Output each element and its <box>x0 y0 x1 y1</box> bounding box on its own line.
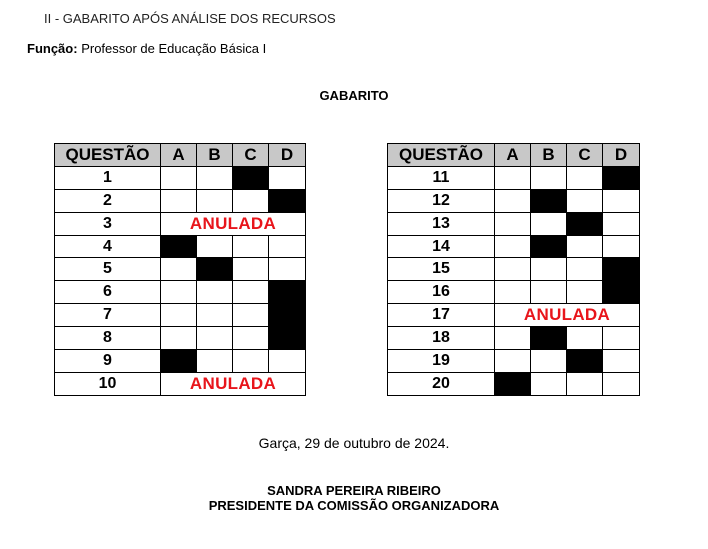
question-number: 20 <box>388 372 495 395</box>
question-number: 8 <box>55 327 161 350</box>
answer-cell-empty <box>567 258 603 281</box>
answer-cell-filled <box>531 327 567 350</box>
answer-cell-filled <box>567 350 603 373</box>
question-number: 15 <box>388 258 495 281</box>
answer-cell-empty <box>269 350 306 373</box>
answer-cell-empty <box>197 281 233 304</box>
signer-role: PRESIDENTE DA COMISSÃO ORGANIZADORA <box>208 498 500 513</box>
answer-cell-filled <box>269 281 306 304</box>
gabarito-title: GABARITO <box>319 88 389 103</box>
table-row <box>55 212 306 235</box>
table-row <box>55 281 306 304</box>
answer-cell-empty <box>531 281 567 304</box>
question-number: 4 <box>55 235 161 258</box>
column-header-questao: QUESTÃO <box>388 144 495 167</box>
role-line <box>27 41 266 56</box>
answer-cell-empty <box>567 166 603 189</box>
question-number: 7 <box>55 304 161 327</box>
column-header-b: B <box>197 144 233 167</box>
answer-cell-empty <box>567 372 603 395</box>
answer-cell-empty <box>603 189 640 212</box>
question-number: 6 <box>55 281 161 304</box>
question-number: 1 <box>55 166 161 189</box>
answer-cell-filled <box>197 258 233 281</box>
answer-cell-empty <box>233 258 269 281</box>
answer-cell-empty <box>269 166 306 189</box>
answer-cell-filled <box>567 212 603 235</box>
table-row <box>55 304 306 327</box>
question-number: 5 <box>55 258 161 281</box>
question-number: 11 <box>388 166 495 189</box>
signer-name: SANDRA PEREIRA RIBEIRO <box>267 483 441 498</box>
role-value: Professor de Educação Básica I <box>81 41 267 56</box>
answer-cell-filled <box>269 327 306 350</box>
table-row <box>388 235 640 258</box>
answer-cell-empty <box>233 189 269 212</box>
table-header-row <box>388 144 640 167</box>
answer-cell-empty <box>233 235 269 258</box>
answer-cell-filled <box>161 235 197 258</box>
question-number: 18 <box>388 327 495 350</box>
question-number: 16 <box>388 281 495 304</box>
table-row <box>388 372 640 395</box>
table-row <box>55 372 306 395</box>
answer-cell-empty <box>495 327 531 350</box>
place-date: Garça, 29 de outubro de 2024. <box>258 435 450 451</box>
answer-cell-empty <box>531 350 567 373</box>
table-row <box>388 189 640 212</box>
answer-cell-empty <box>531 372 567 395</box>
role-label: Função: <box>27 41 78 56</box>
answer-cell-empty <box>603 212 640 235</box>
table-row <box>55 258 306 281</box>
answer-key-table-right <box>387 143 640 396</box>
question-number: 12 <box>388 189 495 212</box>
table-row <box>388 350 640 373</box>
table-row <box>55 327 306 350</box>
answer-cell-empty <box>269 258 306 281</box>
annulled-label: ANULADA <box>161 372 306 395</box>
answer-cell-empty <box>161 281 197 304</box>
column-header-d: D <box>603 144 640 167</box>
answer-cell-empty <box>567 189 603 212</box>
table-row <box>388 327 640 350</box>
answer-cell-empty <box>197 304 233 327</box>
answer-cell-filled <box>269 304 306 327</box>
answer-cell-filled <box>161 350 197 373</box>
answer-cell-empty <box>233 304 269 327</box>
question-number: 19 <box>388 350 495 373</box>
answer-cell-empty <box>161 189 197 212</box>
table-row <box>388 281 640 304</box>
answer-cell-empty <box>603 235 640 258</box>
table-row <box>388 212 640 235</box>
question-number: 13 <box>388 212 495 235</box>
column-header-b: B <box>531 144 567 167</box>
table-row <box>388 258 640 281</box>
table-row <box>55 235 306 258</box>
answer-cell-empty <box>567 235 603 258</box>
answer-cell-empty <box>233 281 269 304</box>
annulled-label: ANULADA <box>495 304 640 327</box>
answer-cell-empty <box>161 166 197 189</box>
table-row <box>55 189 306 212</box>
question-number: 10 <box>55 372 161 395</box>
answer-cell-empty <box>269 235 306 258</box>
table-row <box>55 350 306 373</box>
answer-cell-empty <box>531 258 567 281</box>
answer-cell-empty <box>161 258 197 281</box>
answer-cell-empty <box>531 212 567 235</box>
question-number: 9 <box>55 350 161 373</box>
column-header-a: A <box>161 144 197 167</box>
answer-cell-empty <box>495 235 531 258</box>
answer-cell-empty <box>161 327 197 350</box>
answer-cell-empty <box>233 327 269 350</box>
answer-cell-filled <box>603 166 640 189</box>
answer-cell-empty <box>495 189 531 212</box>
answer-key-table-left <box>54 143 306 396</box>
answer-cell-empty <box>197 327 233 350</box>
answer-cell-filled <box>603 258 640 281</box>
answer-cell-empty <box>603 327 640 350</box>
answer-cell-filled <box>531 189 567 212</box>
table-row <box>388 166 640 189</box>
answer-cell-empty <box>197 189 233 212</box>
answer-cell-filled <box>233 166 269 189</box>
answer-cell-empty <box>495 281 531 304</box>
answer-cell-empty <box>603 372 640 395</box>
answer-cell-empty <box>603 350 640 373</box>
column-header-c: C <box>567 144 603 167</box>
annulled-label: ANULADA <box>161 212 306 235</box>
question-number: 3 <box>55 212 161 235</box>
column-header-a: A <box>495 144 531 167</box>
answer-cell-empty <box>197 235 233 258</box>
question-number: 17 <box>388 304 495 327</box>
answer-cell-empty <box>531 166 567 189</box>
column-header-d: D <box>269 144 306 167</box>
answer-cell-empty <box>495 166 531 189</box>
answer-cell-empty <box>495 258 531 281</box>
answer-cell-empty <box>197 350 233 373</box>
question-number: 2 <box>55 189 161 212</box>
question-number: 14 <box>388 235 495 258</box>
answer-cell-empty <box>567 327 603 350</box>
answer-cell-filled <box>603 281 640 304</box>
answer-cell-empty <box>495 350 531 373</box>
answer-cell-filled <box>531 235 567 258</box>
answer-cell-filled <box>269 189 306 212</box>
table-row <box>55 166 306 189</box>
section-title: II - GABARITO APÓS ANÁLISE DOS RECURSOS <box>44 11 336 26</box>
table-row <box>388 304 640 327</box>
answer-cell-empty <box>161 304 197 327</box>
answer-cell-empty <box>567 281 603 304</box>
column-header-c: C <box>233 144 269 167</box>
answer-cell-filled <box>495 372 531 395</box>
answer-cell-empty <box>197 166 233 189</box>
table-header-row <box>55 144 306 167</box>
column-header-questao: QUESTÃO <box>55 144 161 167</box>
answer-cell-empty <box>495 212 531 235</box>
answer-cell-empty <box>233 350 269 373</box>
